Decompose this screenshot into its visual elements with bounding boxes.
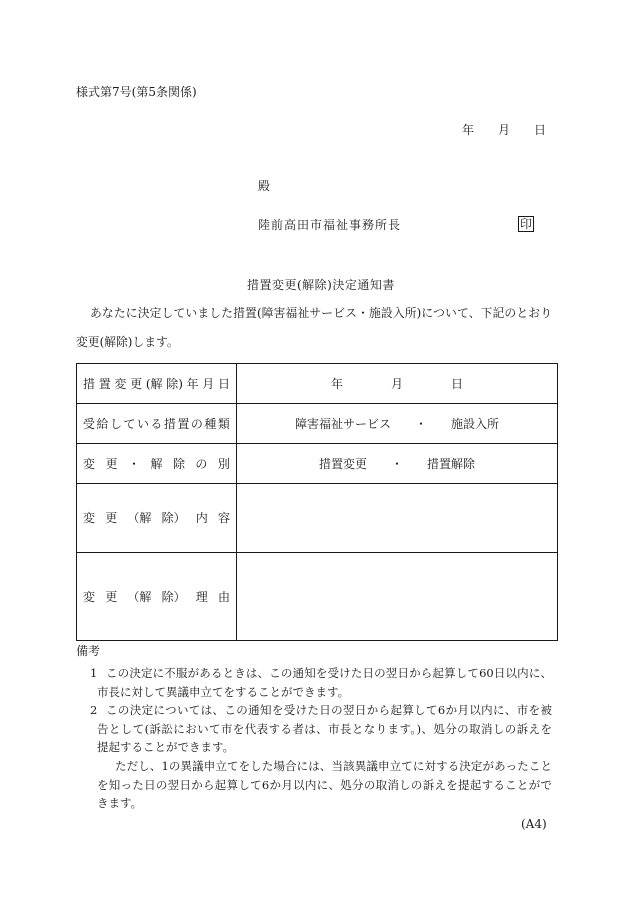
label-glyph: 除） [161, 511, 186, 525]
label-glyph: 別 [217, 456, 230, 471]
value-change-reason [237, 553, 557, 640]
label-glyph: （解 [127, 511, 152, 525]
label-glyph: 理 [195, 589, 208, 604]
label-glyph: 年 [186, 376, 199, 391]
label-glyph: 解 [150, 456, 163, 471]
value-measure-type: 障害福祉サービス ・ 施設入所 [294, 416, 499, 431]
label-glyph: 日 [217, 376, 230, 391]
label-glyph: し [109, 416, 122, 431]
label-cell-change-details [77, 484, 237, 552]
label-glyph: 置 [98, 376, 111, 391]
label-glyph: 措 [83, 376, 96, 391]
label-change-or-cancel [83, 456, 230, 472]
label-measure-type [83, 416, 230, 432]
label-glyph: (解 [145, 376, 163, 391]
label-glyph: の [195, 456, 208, 471]
label-cell-change-reason [77, 553, 237, 640]
remark-2-line-2: 告として(訴訟において市を代表する者は、市長となります。)、処分の取消しの訴えを [97, 721, 552, 736]
label-glyph: 変 [83, 589, 96, 604]
label-glyph: 変 [83, 456, 96, 471]
decision-table [76, 363, 558, 641]
label-glyph: 変 [83, 511, 96, 525]
label-glyph: 内 [195, 511, 208, 525]
value-change-details [237, 484, 557, 552]
label-glyph: （解 [127, 589, 152, 604]
row-change-or-cancel [77, 443, 557, 483]
label-glyph: 変 [114, 376, 127, 391]
label-glyph: 更 [130, 376, 143, 391]
label-cell-measure-type [77, 404, 237, 443]
label-cell-change-date [77, 364, 237, 403]
label-glyph: 措 [163, 416, 176, 431]
seal-mark: 印 [519, 217, 532, 231]
label-glyph: 給 [96, 416, 109, 431]
label-glyph: の [190, 416, 203, 431]
label-glyph: 置 [177, 416, 190, 431]
row-change-details [77, 483, 557, 552]
label-glyph: 容 [217, 511, 230, 525]
remark-1-line-1 [0, 664, 630, 683]
label-glyph: て [123, 416, 136, 431]
recipient-honorific: 殿 [258, 179, 271, 193]
label-glyph: 更 [105, 456, 118, 471]
proviso-line-3: きます。 [97, 796, 143, 811]
label-glyph: 除) [166, 376, 183, 391]
row-change-date [77, 364, 557, 403]
intro-line-2: 変更(解除)します。 [76, 335, 179, 349]
label-glyph: 更 [105, 511, 118, 525]
label-glyph: 月 [202, 376, 215, 391]
label-change-date [83, 376, 230, 392]
value-change-date: 年 月 日 [330, 376, 463, 391]
row-measure-type [77, 403, 557, 443]
proviso-line-2: を知った日の翌日から起算して6か月以内に、処分の取消しの訴えを提起することがで [97, 777, 552, 792]
remarks-heading: 備考 [76, 644, 101, 658]
row-change-reason [77, 552, 557, 640]
label-glyph: 種 [204, 416, 217, 431]
remark-1-line-2: 市長に対して異議申立てをすることができます。 [97, 684, 350, 699]
document-title: 措置変更(解除)決定通知書 [247, 278, 395, 292]
label-glyph: 由 [217, 589, 230, 604]
label-glyph: 除） [161, 589, 186, 604]
label-glyph: る [150, 416, 163, 431]
sender-name: 陸前高田市福祉事務所長 [258, 218, 402, 232]
label-change-details [83, 510, 230, 526]
label-cell-change-or-cancel [77, 444, 237, 483]
issue-date-line: 年 月 日 [462, 123, 547, 137]
label-glyph: ・ [127, 456, 140, 471]
remark-number: 2 [90, 703, 98, 718]
remark-text: この決定に不服があるときは、この通知を受けた日の翌日から起算して60日以内に、 [106, 666, 552, 680]
remark-2-line-1 [0, 701, 630, 720]
remarks-list [0, 664, 630, 813]
label-glyph: い [136, 416, 149, 431]
paper-size-note: (A4) [521, 817, 547, 831]
label-change-reason [83, 589, 230, 605]
remark-number: 1 [90, 666, 98, 680]
label-glyph: 更 [105, 589, 118, 604]
proviso-line-1: ただし、1の異議申立てをした場合には、当該異議申立てに対する決定があったこと [115, 758, 552, 773]
remark-2-line-3: 提起することができます。 [97, 740, 235, 755]
label-glyph: 類 [217, 416, 230, 431]
label-glyph: 受 [83, 416, 96, 431]
form-number: 様式第7号(第5条関係) [76, 85, 197, 99]
label-glyph: 除 [172, 456, 185, 471]
value-change-or-cancel: 措置変更 ・ 措置解除 [318, 456, 475, 471]
remark-text: この決定については、この通知を受けた日の翌日から起算して6か月以内に、市を被 [106, 703, 552, 718]
intro-line-1: あなたに決定していました措置(障害福祉サービス・施設入所)について、下記のとおり [90, 306, 552, 320]
